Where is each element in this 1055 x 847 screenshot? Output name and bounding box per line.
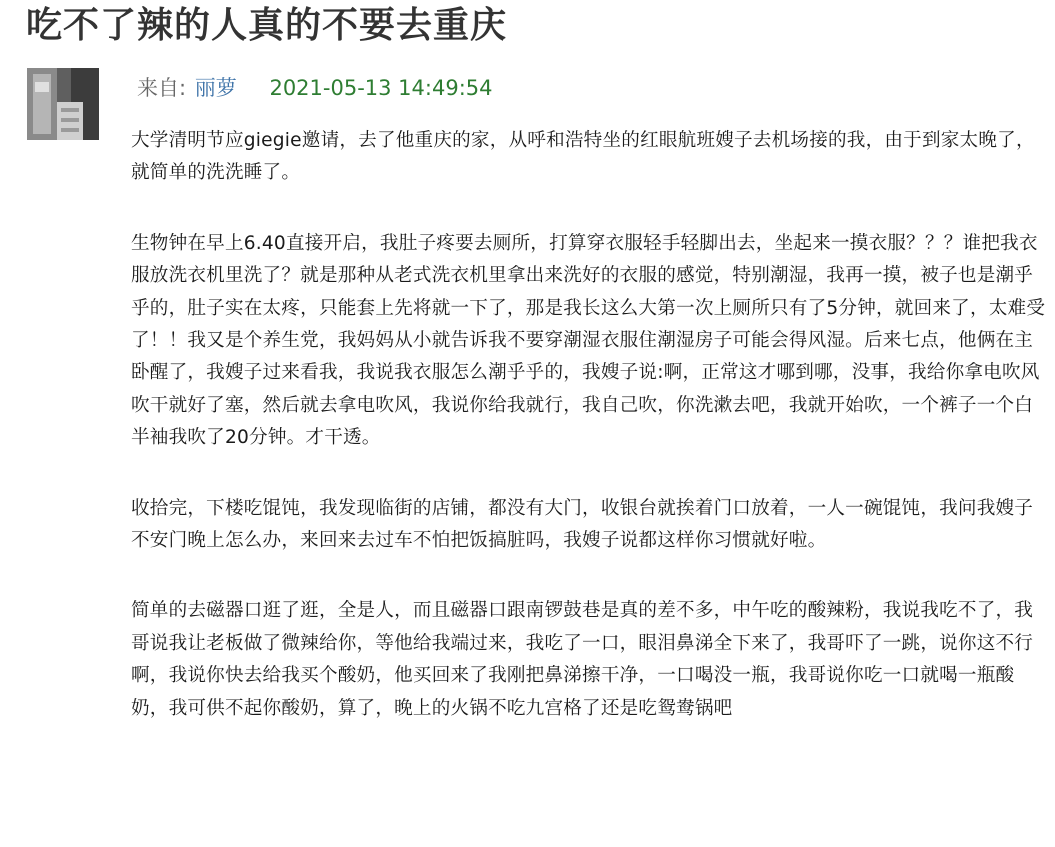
author-link[interactable]: 丽萝 bbox=[194, 76, 237, 100]
avatar[interactable] bbox=[27, 68, 99, 140]
from-label: 来自: bbox=[137, 76, 187, 100]
article-body bbox=[131, 125, 1046, 763]
avatar-image bbox=[27, 68, 99, 140]
article-paragraph: 收拾完，下楼吃馄饨，我发现临街的店铺，都没有大门，收银台就挨着门口放着，一人一碗馄饨，我问我嫂子不安门晚上怎么办，来回来去过车不怕把饭搞脏吗，我嫂子说都这样你习惯就好啦。 bbox=[131, 497, 1034, 552]
post-timestamp: 2021-05-13 14:49:54 bbox=[269, 76, 493, 100]
article-paragraph: 大学清明节应giegie邀请，去了他重庆的家，从呼和浩特坐的红眼航班嫂子去机场接的我，由于到家太晚了，就简单的洗洗睡了。 bbox=[131, 130, 1035, 184]
article-paragraph: 生物钟在早上6.40直接开启，我肚子疼要去厕所，打算穿衣服轻手轻脚出去，坐起来一摸衣服？？？谁把我衣服放洗衣机里洗了？就是那种从老式洗衣机里拿出来洗好的衣服的感觉，特别潮湿，我再一摸，被子也是潮乎乎的，肚子实在太疼，只能套上先将就一下了，那是我长这么大第一次上厕所只有了5分钟，就回来了，太难受了！！我又是个养生党，我妈妈从小就告诉我不要穿潮湿衣服住潮湿房子可能会得风湿。后来七点，他俩在主卧醒了，我嫂子过来看我，我说我衣服怎么潮乎乎的，我嫂子说:啊，正常这才哪到哪，没事，我给你拿电吹风吹干就好了塞，然后就去拿电吹风，我说你给我就行，我自己吹，你洗漱去吧，我就开始吹，一个裤子一个白半袖我吹了20分钟。才干透。 bbox=[131, 232, 1046, 449]
page-title: 吃不了辣的人真的不要去重庆 bbox=[26, 5, 508, 46]
article-paragraph: 简单的去磁器口逛了逛，全是人，而且磁器口跟南锣鼓巷是真的差不多，中午吃的酸辣粉，我说我吃不了，我哥说我让老板做了微辣给你，等他给我端过来，我吃了一口，眼泪鼻涕全下来了，我哥吓了一跳，说你这不行啊，我说你快去给我买个酸奶，他买回来了我刚把鼻涕擦干净，一口喝没一瓶，我哥说你吃一口就喝一瓶酸奶，我可供不起你酸奶，算了，晚上的火锅不吃九宫格了还是吃鸳鸯锅吧 bbox=[131, 600, 1034, 719]
post-meta bbox=[137, 74, 493, 102]
